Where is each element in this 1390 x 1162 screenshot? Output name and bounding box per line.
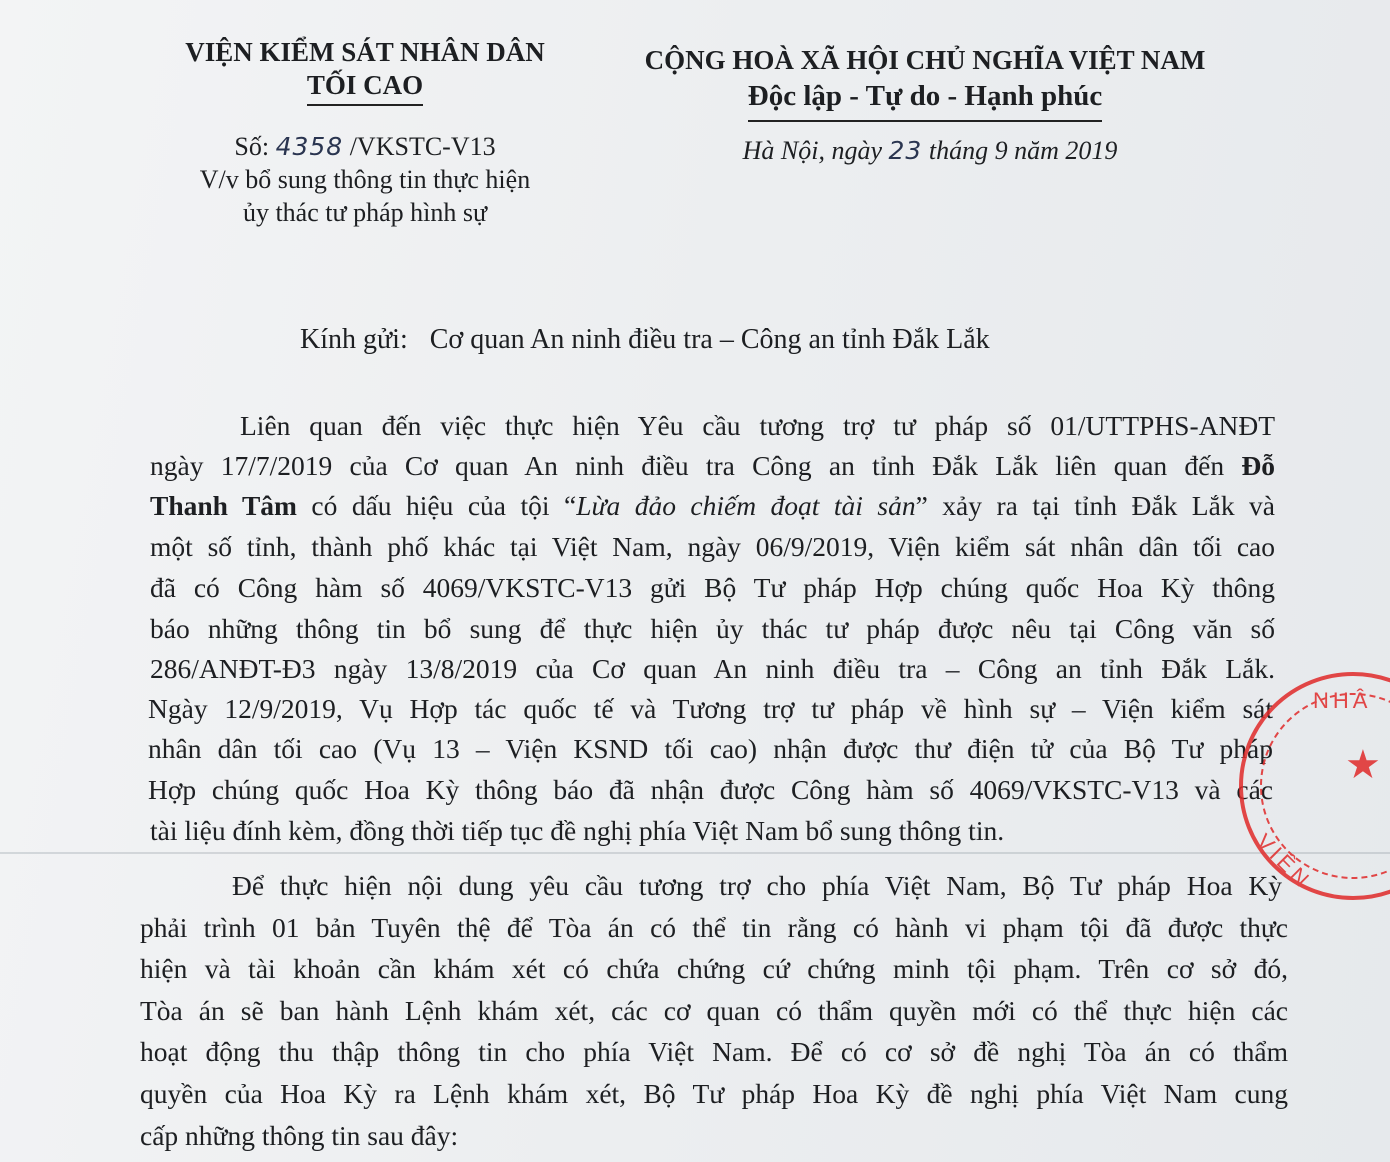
text-segment: quyền của Hoa Kỳ ra Lệnh khám xét, Bộ Tư pháp Hoa Kỳ đề nghị phía Việt Nam cung — [140, 1078, 1288, 1109]
paragraph-1-line — [150, 608, 1275, 649]
paragraph-1-line — [240, 405, 1275, 446]
seal-text-bottom: VIỆN — [1251, 828, 1317, 895]
text-segment: một số tỉnh, thành phố khác tại Việt Nam, ngày 06/9/2019, Viện kiểm sát nhân dân tối cao — [150, 531, 1275, 562]
doc-number-prefix: Số: — [234, 132, 270, 161]
official-red-seal — [1235, 668, 1390, 908]
country-name: CỘNG HOÀ XÃ HỘI CHỦ NGHĨA VIỆT NAM — [644, 45, 1206, 75]
text-segment: ” xảy ra tại tỉnh Đắk Lắk và — [915, 490, 1275, 521]
recipient-value: Cơ quan An ninh điều tra – Công an tỉnh Đắk Lắk — [429, 324, 990, 355]
recipient-label: Kính gửi: — [300, 324, 408, 355]
issuing-agency — [150, 36, 580, 106]
subject-line1: V/v bổ sung thông tin thực hiện — [199, 165, 531, 194]
text-segment: ngày 17/7/2019 của Cơ quan An ninh điều tra Công an tỉnh Đắk Lắk liên quan đến — [150, 450, 1242, 481]
paragraph-2-line — [140, 990, 1288, 1031]
text-segment: đã có Công hàm số 4069/VKSTC-V13 gửi Bộ Tư pháp Hợp chúng quốc Hoa Kỳ thông — [150, 572, 1275, 603]
paragraph-1-line — [150, 445, 1275, 486]
text-segment: phải trình 01 bản Tuyên thệ để Tòa án có thể tin rằng có hành vi phạm tội đã được thực — [140, 912, 1288, 943]
text-segment: báo những thông tin bổ sung để thực hiện ủy thác tư pháp được nêu tại Công văn số — [150, 613, 1275, 644]
text-segment: hoạt động thu thập thông tin cho phía Việt Nam. Để có cơ sở đề nghị Tòa án có thẩm — [140, 1036, 1288, 1067]
text-segment: Tòa án sẽ ban hành Lệnh khám xét, các cơ quan có thẩm quyền mới có thể thực hiện các — [140, 995, 1288, 1026]
text-segment: nhân dân tối cao (Vụ 13 – Viện KSND tối cao) nhận được thư điện tử của Bộ Tư pháp — [148, 733, 1273, 764]
text-segment: tài liệu đính kèm, đồng thời tiếp tục đề nghị phía Việt Nam bổ sung thông tin. — [150, 815, 1005, 846]
text-segment: có dấu hiệu của tội “ — [296, 490, 577, 521]
agency-name-line2: TỐI CAO — [307, 69, 423, 106]
national-motto: Độc lập - Tự do - Hạnh phúc — [748, 78, 1103, 122]
paragraph-1-line — [150, 485, 1275, 526]
paragraph-1-line — [150, 810, 1275, 851]
paragraph-2-line — [140, 948, 1288, 989]
bold-text: Đỗ — [1241, 450, 1275, 481]
paragraph-2-line — [140, 1073, 1288, 1114]
paragraph-2-line — [232, 865, 1282, 906]
seal-text-top: NHÂ — [1313, 688, 1372, 713]
paragraph-2-line — [140, 907, 1288, 948]
bold-text: Thanh Tâm — [150, 490, 297, 521]
paper-fold-line — [0, 852, 1390, 854]
paragraph-2-line — [140, 1031, 1288, 1072]
text-segment: Để thực hiện nội dung yêu cầu tương trợ cho phía Việt Nam, Bộ Tư pháp Hoa Kỳ — [232, 870, 1282, 901]
paragraph-1-line — [150, 648, 1275, 689]
doc-number-handwritten: 4358 — [275, 132, 344, 161]
star-icon: ★ — [1345, 743, 1381, 787]
date-day-handwritten: 23 — [888, 136, 923, 165]
paragraph-1-line — [150, 526, 1275, 567]
doc-number-suffix: /VKSTC-V13 — [349, 132, 496, 161]
italic-text: Lừa đảo chiếm đoạt tài sản — [576, 490, 916, 521]
text-segment: cấp những thông tin sau đây: — [140, 1120, 459, 1151]
text-segment: Liên quan đến việc thực hiện Yêu cầu tương trợ tư pháp số 01/UTTPHS-ANĐT — [240, 410, 1275, 441]
recipient — [300, 324, 990, 356]
text-segment: Ngày 12/9/2019, Vụ Hợp tác quốc tế và Tương trợ tư pháp về hình sự – Viện kiểm sát — [148, 693, 1273, 724]
text-segment: 286/ANĐT-Đ3 ngày 13/8/2019 của Cơ quan An ninh điều tra – Công an tỉnh Đắk Lắk. — [150, 653, 1275, 684]
national-header — [610, 42, 1240, 122]
date-prefix: Hà Nội, ngày — [742, 136, 883, 165]
text-segment: Hợp chúng quốc Hoa Kỳ thông báo đã nhận được Công hàm số 4069/VKSTC-V13 và các — [148, 774, 1273, 805]
text-segment: hiện và tài khoản cần khám xét có chứa chứng cứ chứng minh tội phạm. Trên cơ sở đó, — [140, 953, 1288, 984]
document-reference — [150, 130, 580, 229]
paragraph-2-line — [140, 1115, 1288, 1156]
document-date — [700, 136, 1160, 166]
paragraph-1-line — [148, 769, 1273, 810]
paragraph-1-line — [148, 688, 1273, 729]
agency-name: VIỆN KIỂM SÁT NHÂN DÂN — [185, 37, 545, 67]
subject-line2: ủy thác tư pháp hình sự — [242, 198, 488, 227]
date-suffix: tháng 9 năm 2019 — [928, 136, 1118, 165]
paragraph-1-line — [150, 567, 1275, 608]
paragraph-1-line — [148, 728, 1273, 769]
